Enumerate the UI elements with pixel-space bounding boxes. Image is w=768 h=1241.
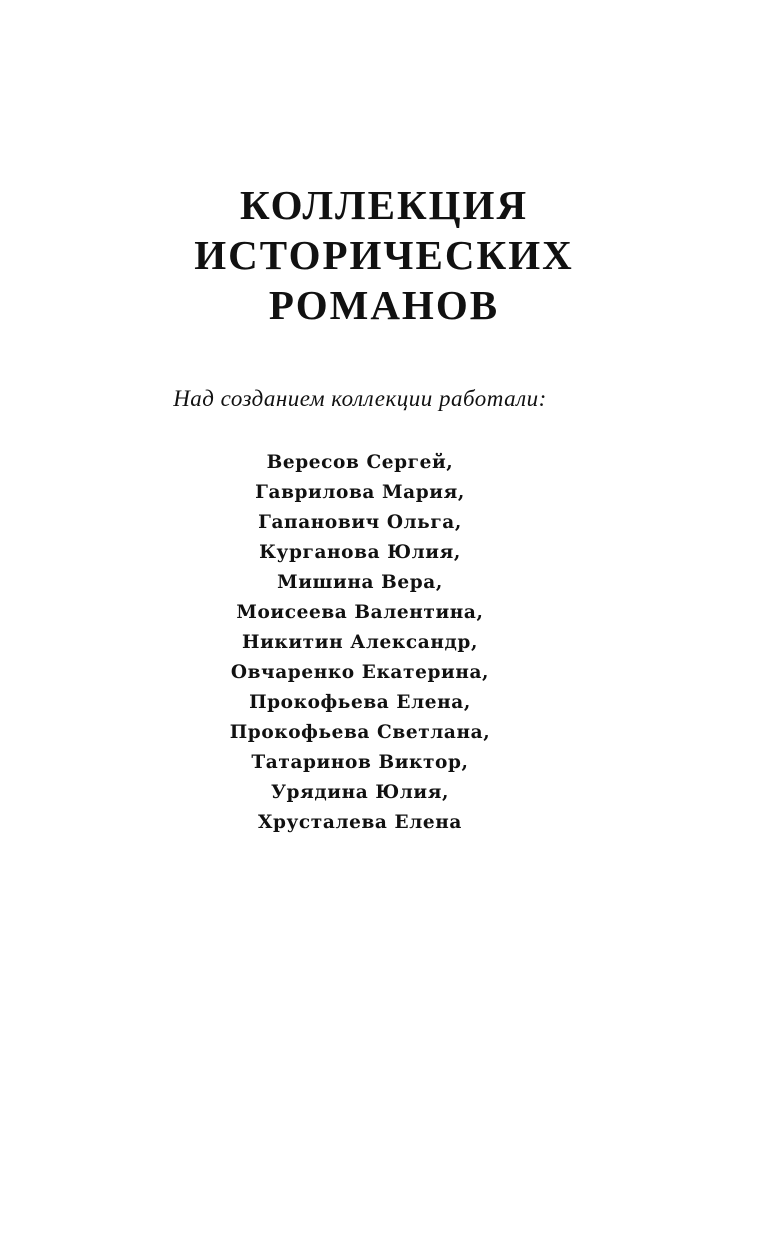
credit-name: Урядина Юлия, [270, 782, 450, 803]
credit-name: Прокофьева Светлана, [229, 722, 491, 743]
credit-name: Хрусталева Елена [258, 812, 462, 833]
title-line: РОМАНОВ [268, 282, 500, 328]
credit-name: Моисеева Валентина, [236, 602, 484, 623]
page-title [0, 180, 768, 330]
credit-name: Прокофьева Елена, [249, 692, 471, 713]
credit-name: Гаврилова Мария, [255, 482, 465, 503]
credits-list [0, 448, 720, 838]
credit-name: Татаринов Виктор, [251, 752, 469, 773]
credit-name: Мишина Вера, [277, 572, 443, 593]
credits-heading: Над созданием коллекции работали: [173, 386, 547, 411]
credit-name: Овчаренко Екатерина, [230, 662, 490, 683]
title-line: КОЛЛЕКЦИЯ [239, 182, 529, 228]
credit-name: Курганова Юлия, [259, 542, 461, 563]
credit-name: Никитин Александр, [242, 632, 478, 653]
credit-name: Вересов Сергей, [266, 452, 454, 473]
credit-name: Гапанович Ольга, [258, 512, 462, 533]
title-line: ИСТОРИЧЕСКИХ [194, 232, 574, 278]
